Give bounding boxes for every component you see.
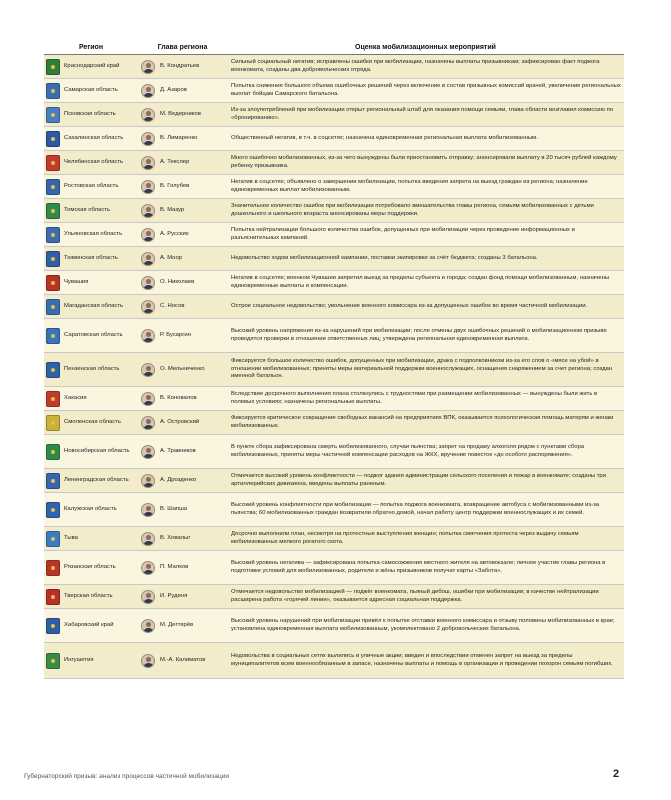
table-row (44, 493, 624, 527)
governor-cell (138, 79, 227, 103)
assessment-cell: Сильный социальный негатив; исправлены ошибки при мобилизации, назначены выплаты призывникам; зафиксирован факт поджога военкомата, созданы два добровольческих отряда. (227, 55, 624, 79)
governor-name: С. Носов (160, 302, 185, 309)
region-name: Хакасия (64, 394, 87, 401)
coat-of-arms-icon (46, 203, 60, 219)
table-row (44, 223, 624, 247)
table-row (44, 527, 624, 551)
region-name: Ингушетия (64, 656, 94, 663)
region-cell (44, 79, 138, 103)
coat-of-arms-icon (46, 391, 60, 407)
governor-avatar (141, 654, 155, 668)
governor-avatar (141, 503, 155, 517)
table-row (44, 247, 624, 271)
governor-avatar (141, 132, 155, 146)
region-cell (44, 127, 138, 151)
table-row (44, 411, 624, 435)
coat-of-arms-icon (46, 275, 60, 291)
region-name: Саратовская область (64, 331, 123, 338)
coat-of-arms-icon (46, 328, 60, 344)
region-cell (44, 609, 138, 643)
governor-avatar (141, 228, 155, 242)
governor-name: А. Русских (160, 230, 189, 237)
region-cell (44, 199, 138, 223)
governor-cell (138, 643, 227, 679)
region-cell (44, 493, 138, 527)
region-name: Краснодарский край (64, 62, 120, 69)
region-cell (44, 435, 138, 469)
region-name: Челябинская область (64, 158, 124, 165)
coat-of-arms-icon (46, 618, 60, 634)
region-cell (44, 151, 138, 175)
assessment-cell: Недовольства в социальных сетях вылились в уличные акции; введен и впоследствии отменен запрет на выезд за пределы муниципалитетов всем военнообязанным в запасе, назначены выплаты и помощь в организации и проведении похорон семьям погибших. (227, 643, 624, 679)
region-name: Чувашия (64, 278, 89, 285)
region-cell (44, 585, 138, 609)
governor-name: В. Шапша (160, 505, 188, 512)
assessment-cell: Высокий уровень нарушений при мобилизации привёл к попытке отставки военного комиссара и отзыву половины мобилизованных в крае; установлена единовременная выплата мобилизованным, укомплектовано 2 добровольческих батальона. (227, 609, 624, 643)
assessment-cell: Отмечается недовольство мобилизацией — поджёг военкомата, пьяный дебош, ошибки при мобилизации; в качестве нейтрализации расширена работа «горячей линии», оказывается адресная социальная поддержка. (227, 585, 624, 609)
coat-of-arms-icon (46, 415, 60, 431)
governor-avatar (141, 276, 155, 290)
coat-of-arms-icon (46, 299, 60, 315)
column-header-region: Регион (44, 40, 138, 55)
governor-name: О. Мельниченко (160, 365, 205, 372)
table-row (44, 103, 624, 127)
governor-cell (138, 199, 227, 223)
governor-cell (138, 247, 227, 271)
governor-avatar (141, 156, 155, 170)
coat-of-arms-icon (46, 362, 60, 378)
governor-cell (138, 175, 227, 199)
table-row (44, 643, 624, 679)
assessment-cell: В пункте сбора зафиксирована смерть мобилизованного, случаи пьянства; запрет на продажу алкоголя рядом с пунктами сбора мобилизованных, приняты меры частичной компенсации расходов на ЖКХ, вручение повесток «до особого распоряжения». (227, 435, 624, 469)
governor-avatar (141, 300, 155, 314)
governor-cell (138, 271, 227, 295)
assessment-cell: Высокий уровень негатива — зафиксирована попытка самосожжения местного жителя на автовокзале; личное участие главы региона в подготовке условий для мобилизованных, родители и жёны призывников получат карты «Забота». (227, 551, 624, 585)
assessment-cell: Общественный негатив, в т.ч. в соцсетях; назначена единовременная региональная выплата мобилизованным. (227, 127, 624, 151)
assessment-cell: Негатив в соцсетях; военком Чувашии запретил выезд за пределы субъекта и города; создан фонд помощи мобилизованным, назначены единовременные выплаты и компенсации. (227, 271, 624, 295)
governor-name: П. Малков (160, 563, 189, 570)
table-row (44, 151, 624, 175)
region-cell (44, 55, 138, 79)
assessment-cell: Высокий уровень конфликтности при мобилизации — попытка поджога военкомата, возвращение автобуса с мобилизованными из-за пьянства; 60 мобилизованных граждан возвратили обратно домой, начал работу центр поддержки военнослужащих и их семей. (227, 493, 624, 527)
governor-cell (138, 585, 227, 609)
governor-name: В. Мазур (160, 206, 185, 213)
coat-of-arms-icon (46, 179, 60, 195)
table-row (44, 469, 624, 493)
region-name: Калужская область (64, 505, 117, 512)
governor-cell (138, 493, 227, 527)
governor-cell (138, 387, 227, 411)
region-cell (44, 103, 138, 127)
assessment-cell: Фиксируется большое количество ошибок, допущенных при мобилизации, драка с подполковником из-за его слов о «мясе на убой» в отношении мобилизованных; приняты меры материальной поддержки военнослужащих, оснащения снаряжением за счет региона; создан именной батальон. (227, 353, 624, 387)
governor-cell (138, 319, 227, 353)
region-cell (44, 319, 138, 353)
page-number: 2 (613, 768, 620, 780)
coat-of-arms-icon (46, 653, 60, 669)
governor-name: М.-А. Калиматов (160, 656, 206, 663)
governor-name: И. Руденя (160, 592, 188, 599)
region-cell (44, 643, 138, 679)
region-cell (44, 411, 138, 435)
governor-avatar (141, 84, 155, 98)
coat-of-arms-icon (46, 155, 60, 171)
region-name: Тюменская область (64, 254, 118, 261)
coat-of-arms-icon (46, 473, 60, 489)
assessment-cell: Попытка снижения большого объема ошибочных решений через включение в состав призывных комиссий врачей, увеличение региональных выплат бойцам Самарского батальона. (227, 79, 624, 103)
governor-name: А. Островский (160, 418, 200, 425)
table-row (44, 55, 624, 79)
coat-of-arms-icon (46, 131, 60, 147)
region-name: Ростовская область (64, 182, 119, 189)
governor-cell (138, 435, 227, 469)
governor-cell (138, 527, 227, 551)
assessment-cell: Попытка нейтрализации большого количества ошибок, допущенных при мобилизации через проведение информационных и разъяснительных кампаний. (227, 223, 624, 247)
table-row (44, 609, 624, 643)
region-name: Хабаровский край (64, 621, 114, 628)
governor-avatar (141, 619, 155, 633)
column-header-governor: Глава региона (138, 40, 227, 55)
table-row (44, 271, 624, 295)
governor-avatar (141, 532, 155, 546)
governor-avatar (141, 329, 155, 343)
table-row (44, 353, 624, 387)
mobilization-table-container (44, 40, 624, 679)
assessment-cell: Вследствие досрочного выполнения плана столкнулись с трудностями при размещении мобилизованных — вынуждены были жить в полевых условиях; назначены региональные выплаты. (227, 387, 624, 411)
governor-avatar (141, 252, 155, 266)
region-cell (44, 223, 138, 247)
governor-cell (138, 223, 227, 247)
region-name: Смоленская область (64, 418, 121, 425)
governor-avatar (141, 204, 155, 218)
assessment-cell: Высокий уровень напряжения из-за нарушений при мобилизации; после отмены двух ошибочных решений о мобилизационном призыве проводятся проверки в отношении ответственных лиц; утверждена региональная единовременная выплата. (227, 319, 624, 353)
region-name: Самарская область (64, 86, 118, 93)
governor-cell (138, 55, 227, 79)
region-name: Псковская область (64, 110, 116, 117)
governor-avatar (141, 363, 155, 377)
region-name: Пензенская область (64, 365, 120, 372)
governor-avatar (141, 392, 155, 406)
governor-name: М. Ведерников (160, 110, 201, 117)
region-cell (44, 247, 138, 271)
governor-cell (138, 103, 227, 127)
governor-avatar (141, 180, 155, 194)
region-cell (44, 551, 138, 585)
governor-avatar (141, 561, 155, 575)
table-row (44, 175, 624, 199)
governor-name: О. Николаев (160, 278, 195, 285)
assessment-cell: Острое социальное недовольство; увольнение военного комиссара из-за допущенных ошибок во время частичной мобилизации. (227, 295, 624, 319)
governor-avatar (141, 416, 155, 430)
governor-avatar (141, 474, 155, 488)
governor-name: Д. Азаров (160, 86, 187, 93)
governor-avatar (141, 60, 155, 74)
table-row (44, 585, 624, 609)
region-cell (44, 295, 138, 319)
governor-avatar (141, 108, 155, 122)
coat-of-arms-icon (46, 227, 60, 243)
table-row (44, 295, 624, 319)
governor-cell (138, 151, 227, 175)
governor-cell (138, 411, 227, 435)
governor-name: А. Текслер (160, 158, 190, 165)
assessment-cell: Из-за злоупотреблений при мобилизации открыт региональный штаб для оказания помощи семьям, глава области возглавил комиссию по «бронированию». (227, 103, 624, 127)
governor-name: М. Дегтярёв (160, 621, 194, 628)
governor-name: В. Коновалов (160, 394, 197, 401)
table-row (44, 127, 624, 151)
assessment-cell: Много ошибочно мобилизованных, из-за чего вынуждены были приостановить отправку; анонсировали выплату в 20 тысяч рублей каждому ребенку призывника. (227, 151, 624, 175)
table-row (44, 199, 624, 223)
region-name: Новосибирская область (64, 447, 130, 454)
region-name: Сахалинская область (64, 134, 124, 141)
assessment-cell: Отмечается высокий уровень конфликтности — поджог здания администрации сельского поселения и пожар в военкомате; созданы три артиллерийских дивизиона, введены выплаты раненым. (227, 469, 624, 493)
governor-cell (138, 609, 227, 643)
region-name: Ленинградская область (64, 476, 129, 483)
region-cell (44, 527, 138, 551)
governor-cell (138, 469, 227, 493)
coat-of-arms-icon (46, 502, 60, 518)
governor-name: А. Дрозденко (160, 476, 197, 483)
coat-of-arms-icon (46, 560, 60, 576)
table-row (44, 435, 624, 469)
coat-of-arms-icon (46, 83, 60, 99)
governor-name: В. Ховалыг (160, 534, 191, 541)
coat-of-arms-icon (46, 251, 60, 267)
table-row (44, 551, 624, 585)
governor-name: Р. Бусаргин (160, 331, 191, 338)
coat-of-arms-icon (46, 444, 60, 460)
coat-of-arms-icon (46, 531, 60, 547)
assessment-cell: Досрочно выполнили план, несмотря на протестные выступления женщин; попытка смягчения протеста через выдачу семьям мобилизованных мелкого рогатого скота. (227, 527, 624, 551)
assessment-cell: Негатив в соцсетях; объявлено о завершении мобилизации, попытка введения запрета на выезд граждан из региона; назначение единовременных выплат мобилизованным. (227, 175, 624, 199)
footer-title: Губернаторский призыв: анализ процессов частичной мобилизации (24, 773, 229, 780)
region-cell (44, 353, 138, 387)
governor-name: В. Голубев (160, 182, 190, 189)
governor-cell (138, 353, 227, 387)
governor-name: А. Моор (160, 254, 183, 261)
governor-cell (138, 551, 227, 585)
assessment-cell: Значительное количество ошибок при мобилизации потребовало вмешательства главы региона, семьям мобилизованных с детьми дошкольного и школьного возраста анонсированы меры поддержки. (227, 199, 624, 223)
region-name: Тыва (64, 534, 78, 541)
assessment-cell: Фиксируется критическое сокращение свободных вакансий на предприятиях ВПК, оказывается психологическая помощь матерям и женам мобилизованных. (227, 411, 624, 435)
table-body (44, 55, 624, 679)
governor-name: В. Кондратьев (160, 62, 200, 69)
table-row (44, 79, 624, 103)
governor-avatar (141, 445, 155, 459)
governor-cell (138, 295, 227, 319)
region-cell (44, 469, 138, 493)
region-name: Магаданская область (64, 302, 124, 309)
region-cell (44, 175, 138, 199)
region-cell (44, 387, 138, 411)
coat-of-arms-icon (46, 59, 60, 75)
table-row (44, 387, 624, 411)
coat-of-arms-icon (46, 107, 60, 123)
coat-of-arms-icon (46, 589, 60, 605)
region-name: Томская область (64, 206, 111, 213)
region-name: Ульяновская область (64, 230, 123, 237)
governor-cell (138, 127, 227, 151)
table-row (44, 319, 624, 353)
column-header-assessment: Оценка мобилизационных мероприятий (227, 40, 624, 55)
assessment-cell: Недовольство ходом мобилизационной кампании, поставки экипировки за счёт бюджета; созданы 3 батальона. (227, 247, 624, 271)
region-name: Рязанская область (64, 563, 116, 570)
governor-name: В. Лимаренко (160, 134, 198, 141)
table-header-row (44, 40, 624, 55)
governor-avatar (141, 590, 155, 604)
region-cell (44, 271, 138, 295)
governor-name: А. Травников (160, 447, 196, 454)
mobilization-table (44, 40, 624, 679)
region-name: Тверская область (64, 592, 113, 599)
